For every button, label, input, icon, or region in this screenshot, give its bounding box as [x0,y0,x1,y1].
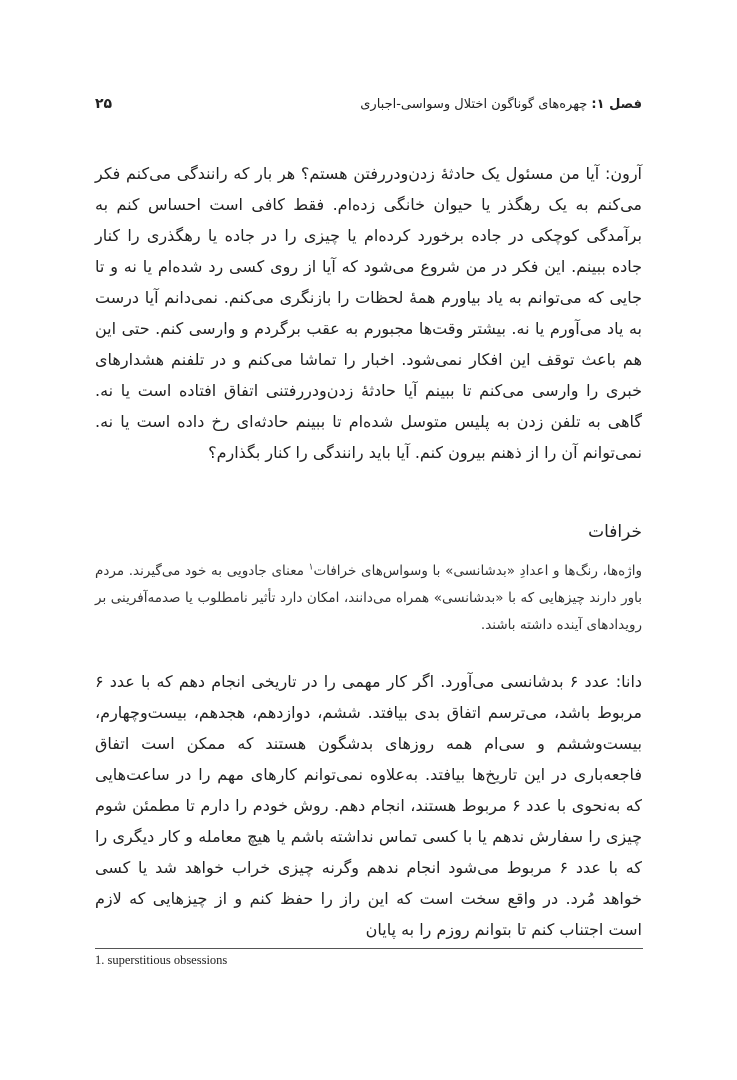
footnote-divider [95,948,643,949]
case-paragraph-dana: دانا: عدد ۶ بدشانسی می‌آورد. اگر کار مهمی را در تاریخی انجام دهم که با عدد ۶ مربوط باشد، می‌ترسم اتفاق بدی بیافتد. ششم، دوازدهم، هجدهم، بیست‌وچهارم، بیست‌وششم و سی‌ام همه روزهای بدشگون هستند که ممکن است اتفاق فاجعه‌باری در این تاریخ‌ها بیافتد. به‌علاوه نمی‌توانم کارهای مهم را در ساعت‌هایی که به‌نحوی با عدد ۶ مربوط هستند، انجام دهم. روش خودم را دارم تا مطمئن شوم چیزی را سفارش ندهم یا با کسی تماس نداشته باشم یا هیچ معامله و کار دیگری را که با عدد ۶ مربوط می‌شود انجام ندهم وگرنه چیزی خراب خواهد شد یا کسی خواهد مُرد. در واقع سخت است که این راز را حفظ کنم و از چیزهایی که لازم است اجتناب کنم تا بتوانم روزم را به پایان [95,672,643,939]
chapter-heading [360,97,642,112]
intro-text-part1: واژه‌ها، رنگ‌ها و اعدادِ «بدشانسی» با وسواس‌های خرافات [313,562,642,579]
case-paragraph-aron: آرون: آیا من مسئول یک حادثهٔ زدن‌ودررفتن هستم؟ هر بار که رانندگی می‌کنم فکر می‌کنم به یک رهگذر یا حیوان خانگی زده‌ام. فقط کافی است احساس کنم به برآمدگی کوچکی در جاده برخورد کرده‌ام یا چیزی را در جاده یا رهگذری را کنار جاده ببینم. این فکر در من شروع می‌شود که آیا از روی کسی رد شده‌ام یا نه و تا جایی که می‌توانم به یاد بیاورم همهٔ لحظات را بازنگری می‌کنم. نمی‌دانم آیا درست به یاد می‌آورم یا نه. بیشتر وقت‌ها مجبورم به عقب برگردم و وارسی کنم. حتی این هم باعث توقف این افکار نمی‌شود. اخبار را تماشا می‌کنم و در تلفنم هشدارهای خبری را وارسی می‌کنم تا ببینم آیا حادثهٔ زدن‌ودررفتنی اتفاق افتاده است یا نه. گاهی به تلفن زدن به پلیس متوسل شده‌ام تا ببینم حادثه‌ای رخ داده است یا نه. نمی‌توانم آن را از ذهنم بیرون کنم. آیا باید رانندگی را کنار بگذارم؟ [95,164,642,462]
running-head [95,92,642,116]
intro-paragraph [95,558,642,639]
chapter-label: فصل ۱: [591,96,642,112]
page-number: ۲۵ [95,96,113,112]
footnote: 1. superstitious obsessions [95,953,228,967]
section-heading: خرافات [588,522,642,543]
chapter-title: چهره‌های گوناگون اختلال وسواسی-اجباری [360,96,588,112]
intro-text-part2: معنای جادویی به خود می‌گیرند. مردم باور دارند چیزهایی که با «بدشانسی» همراه می‌دانند، امکان دارد تأثیر نامطلوب یا صدمه‌آفرینی بر رویدادهای آینده داشته باشند. [95,562,642,633]
footnote-reference[interactable]: ۱ [308,562,314,572]
